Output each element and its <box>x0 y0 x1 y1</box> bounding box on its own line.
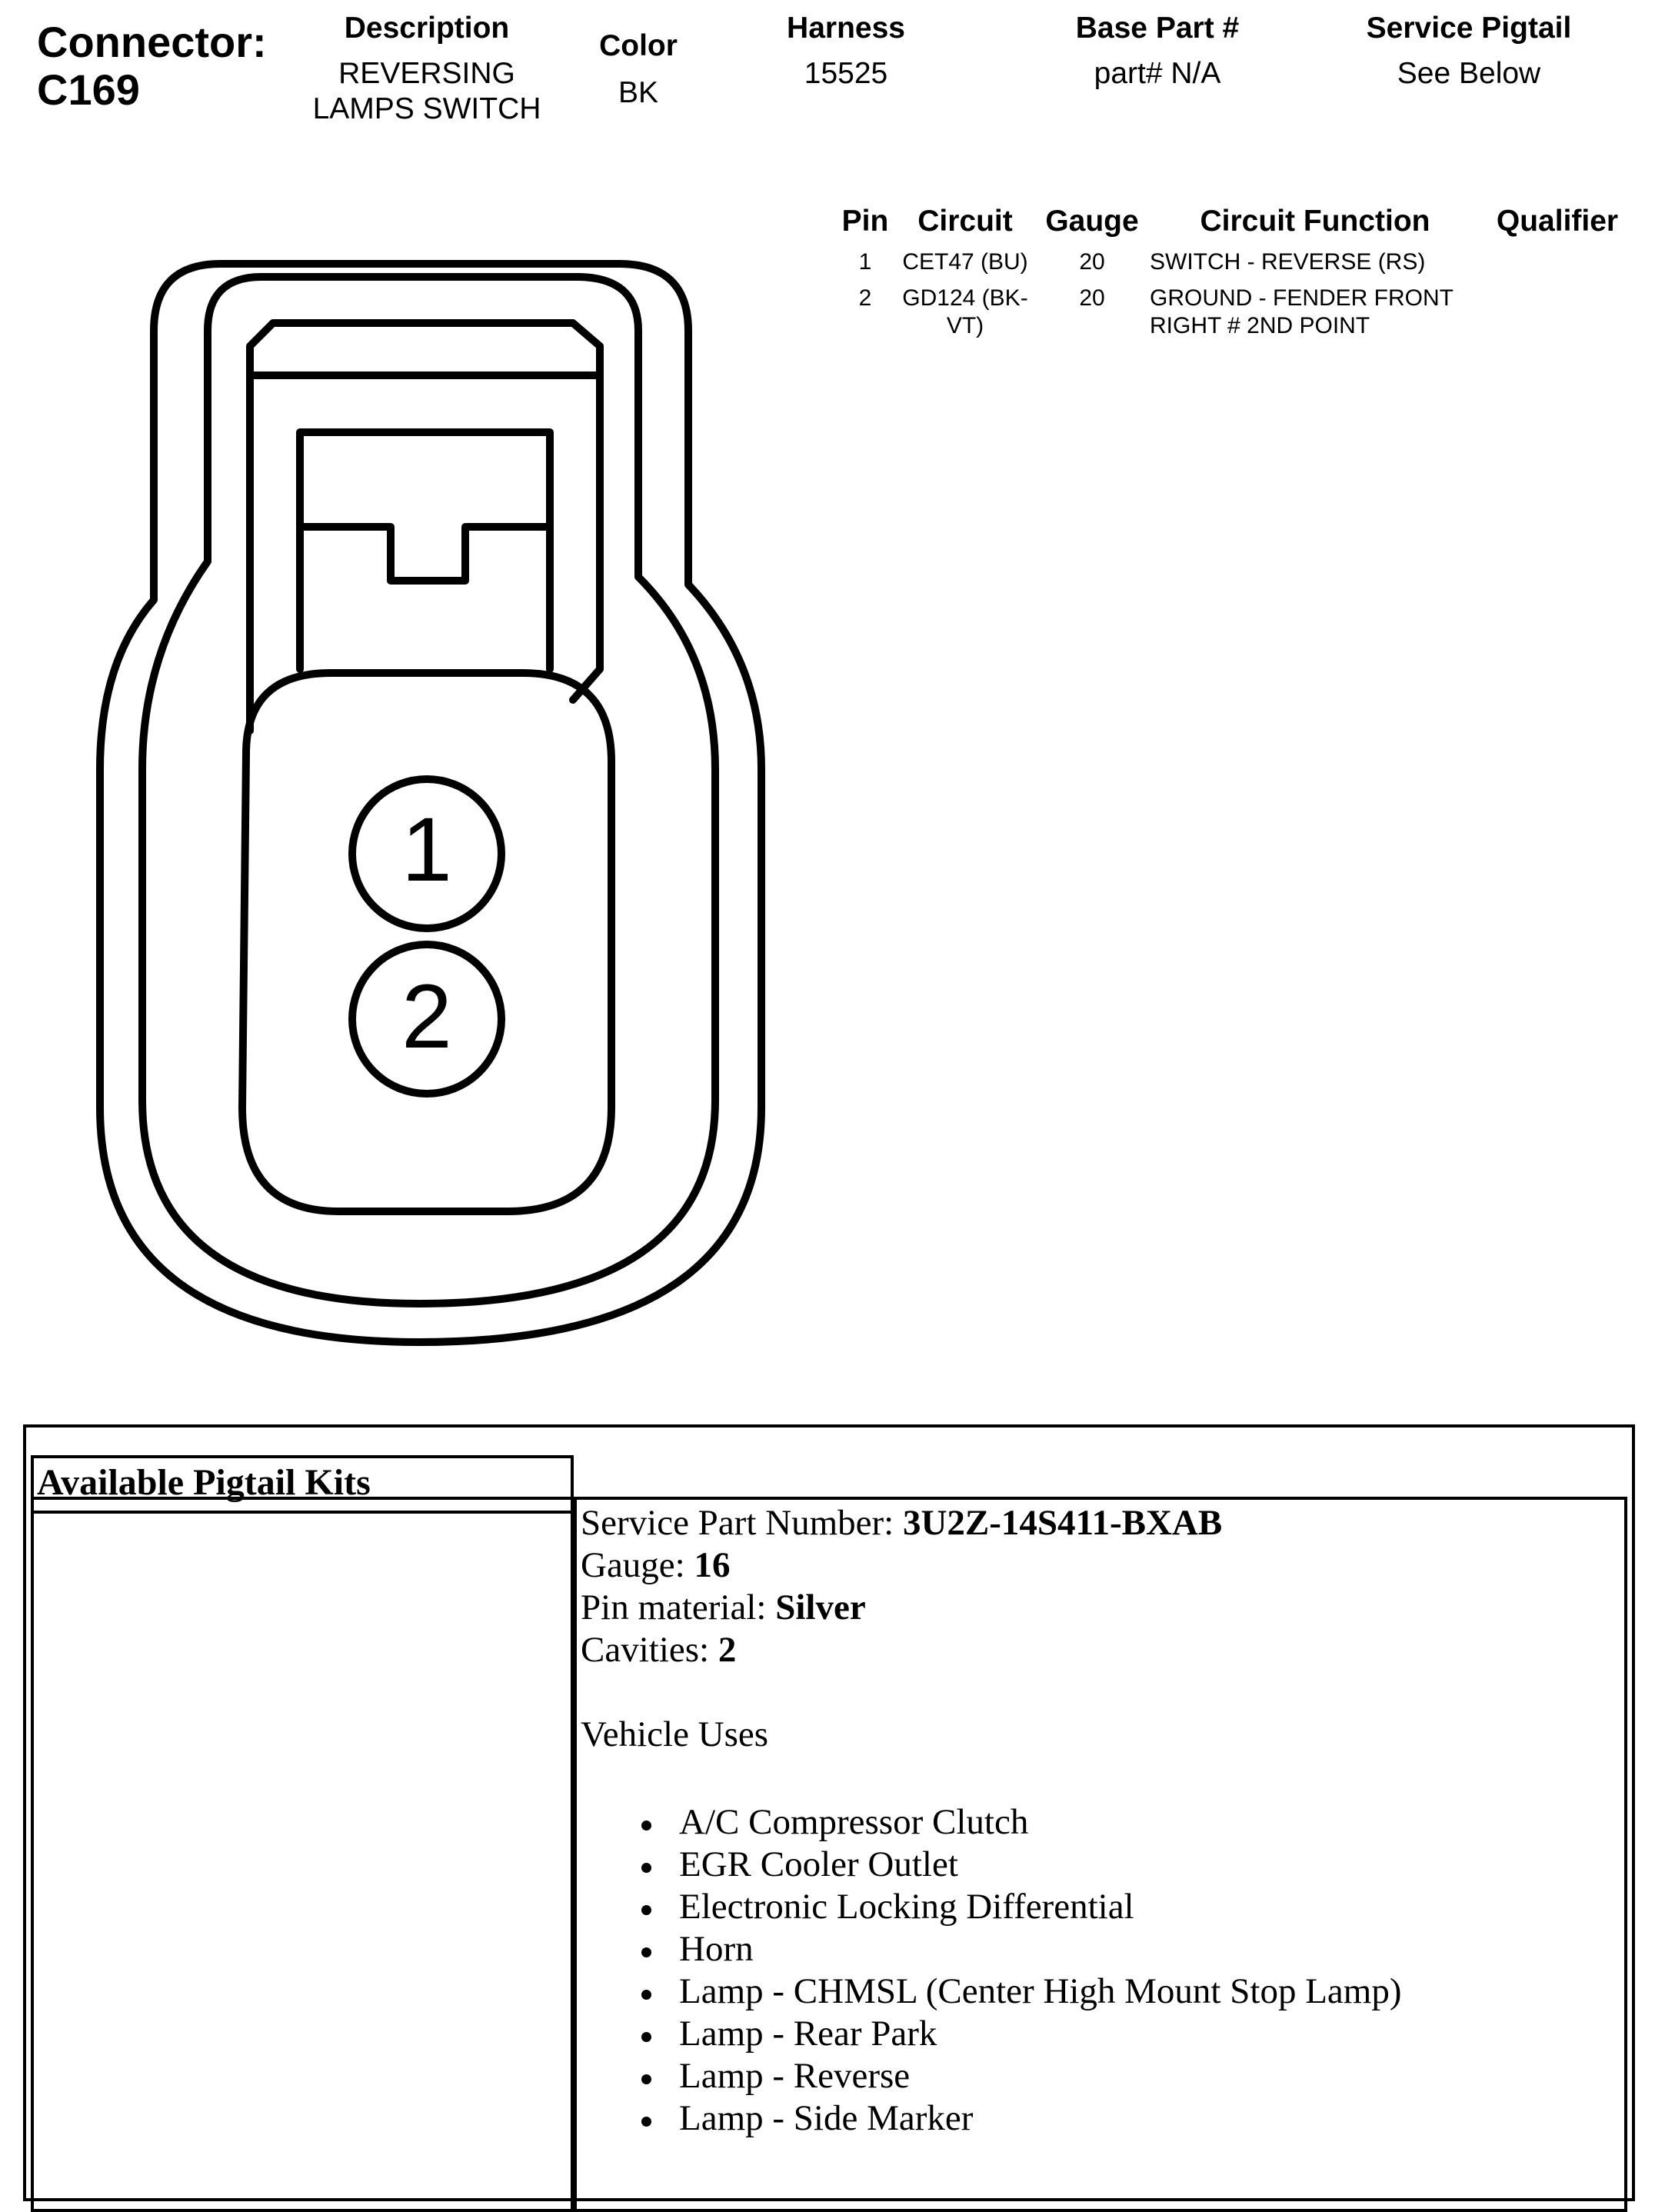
harness-label: Harness <box>787 12 905 45</box>
list-item: Electronic Locking Differential <box>581 1886 1611 1928</box>
pin-1-label: 1 <box>401 799 452 901</box>
vehicle-uses-list <box>581 1801 1611 2140</box>
circuit-header: Circuit <box>917 205 1013 238</box>
pin-row-1-function: SWITCH - REVERSE (RS) <box>1150 249 1426 275</box>
pin-row-1-gauge: 20 <box>1079 249 1105 275</box>
pin-row-2-circuit-line-1: GD124 (BK- <box>902 285 1028 311</box>
pin-row-2-function <box>1150 285 1488 340</box>
connector-id: C169 <box>37 65 140 114</box>
color-value: BK <box>618 76 659 109</box>
pin-header: Pin <box>841 205 889 238</box>
pin-row-2-circuit-line-2: VT) <box>946 313 984 338</box>
list-item: Horn <box>581 1928 1611 1970</box>
pin-row-2-gauge: 20 <box>1079 285 1105 311</box>
description-label: Description <box>344 12 510 45</box>
circuit-function-header: Circuit Function <box>1200 205 1430 238</box>
connector-label: Connector: <box>37 18 267 66</box>
pin-row-2-pin: 2 <box>858 285 872 311</box>
list-item: Lamp - CHMSL (Center High Mount Stop Lamp) <box>581 1970 1611 2013</box>
connector-face-diagram <box>0 0 846 1384</box>
cavities-line: Cavities: 2 <box>581 1630 737 1670</box>
color-label: Color <box>599 29 678 62</box>
service-part-line: Service Part Number: 3U2Z-14S411-BXAB <box>581 1503 1223 1543</box>
list-item: Lamp - Side Marker <box>581 2097 1611 2140</box>
pin-row-2-function-line-2: RIGHT # 2ND POINT <box>1150 313 1370 338</box>
vehicle-uses-label: Vehicle Uses <box>581 1714 769 1754</box>
gauge-header: Gauge <box>1045 205 1139 238</box>
list-item: EGR Cooler Outlet <box>581 1844 1611 1886</box>
gauge-line: Gauge: 16 <box>581 1545 731 1585</box>
pin-material-value: Silver <box>775 1587 866 1627</box>
pin-row-1-circuit: CET47 (BU) <box>902 249 1028 275</box>
base-part-value: part# N/A <box>1094 57 1221 90</box>
list-item: Lamp - Reverse <box>581 2055 1611 2097</box>
service-pigtail-label: Service Pigtail <box>1366 12 1572 45</box>
description-line-2: LAMPS SWITCH <box>312 92 541 125</box>
pin-row-2-function-line-1: GROUND - FENDER FRONT <box>1150 285 1454 311</box>
pin-row-2-circuit <box>892 285 1038 340</box>
pin-row-1-pin: 1 <box>858 249 872 275</box>
service-pigtail-value: See Below <box>1397 57 1541 90</box>
qualifier-header: Qualifier <box>1496 205 1619 238</box>
harness-value: 15525 <box>804 57 888 90</box>
list-item: Lamp - Rear Park <box>581 2013 1611 2055</box>
base-part-label: Base Part # <box>1075 12 1240 45</box>
pin-2-label: 2 <box>401 966 452 1068</box>
pigtail-heading: Available Pigtail Kits <box>37 1462 371 1503</box>
description-line-1: REVERSING <box>338 57 515 90</box>
latch-window <box>300 432 550 669</box>
latch-key <box>300 527 550 581</box>
gauge-value: 16 <box>694 1545 731 1585</box>
service-part-value: 3U2Z-14S411-BXAB <box>902 1503 1223 1543</box>
pigtail-image-cell <box>31 1497 574 2212</box>
list-item: A/C Compressor Clutch <box>581 1801 1611 1844</box>
cavities-value: 2 <box>718 1630 737 1670</box>
pigtail-details <box>581 1502 1611 2140</box>
pin-material-line: Pin material: Silver <box>581 1587 866 1627</box>
